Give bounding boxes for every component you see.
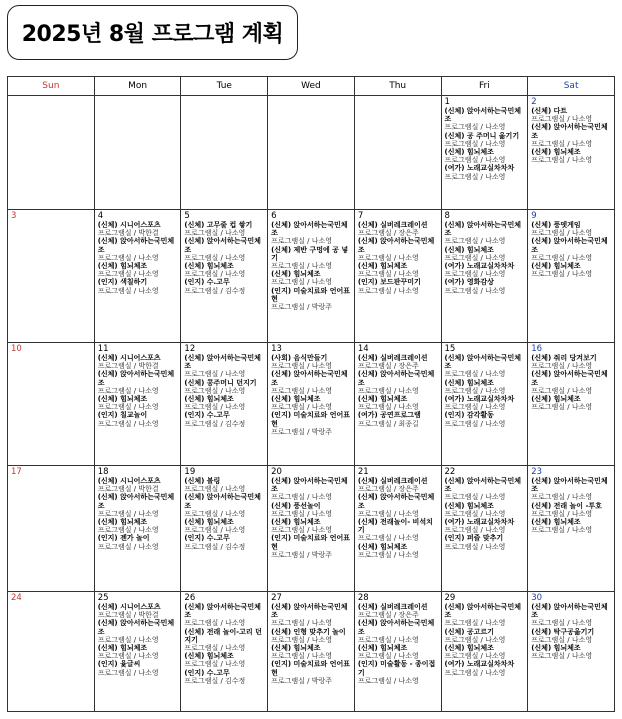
program-location: 프로그램실 / 나소영 (444, 172, 506, 181)
day-number: 28 (357, 593, 369, 603)
program-activity: (신체) 공 주머니 옮기기 (444, 131, 520, 140)
program-activity: (여가) 노래교실차차차 (444, 395, 515, 404)
program-location: 프로그램실 / 박한결 (97, 485, 159, 494)
program-location: 프로그램실 / 나소영 (97, 509, 159, 518)
program-activity: (신체) 전래 놀이 -투호 (531, 501, 602, 510)
day-cell (354, 466, 441, 592)
day-number: 16 (531, 344, 543, 354)
program-activity: (신체) 앉아서하는국민체조 (271, 370, 348, 387)
program-activity: (신체) 앉아서하는국민체조 (444, 477, 521, 494)
program-activity: (신체) 시니어스포츠 (97, 354, 161, 362)
program-activity: (인지) 미술치료와 언어표현 (271, 286, 351, 303)
day-cell (8, 466, 95, 592)
weekday-header-row (8, 77, 615, 96)
program-location: 프로그램실 / 나소영 (184, 509, 246, 518)
program-activity: (여가) 영화감상 (444, 278, 494, 287)
program-location: 프로그램실 / 나소영 (271, 386, 333, 395)
program-location: 프로그램실 / 나소영 (184, 370, 246, 379)
program-activity: (신체) 힘뇌체조 (184, 262, 234, 271)
program-activity: (신체) 앉아서하는국민체조 (444, 107, 521, 124)
program-activity: (신체) 앉아서하는국민체조 (184, 354, 261, 371)
program-location: 프로그램실 / 나소영 (97, 270, 159, 279)
program-location: 프로그램실 / 나소영 (357, 676, 419, 685)
program-location: 프로그램실 / 나소영 (184, 660, 246, 669)
day-number: 30 (531, 593, 543, 603)
program-location: 프로그램실 / 나소영 (444, 386, 506, 395)
program-location: 프로그램실 / 나소영 (97, 542, 159, 551)
day-number: 29 (444, 593, 456, 603)
program-location: 프로그램실 / 나소영 (444, 493, 506, 502)
program-location: 프로그램실 / 나소영 (444, 139, 506, 148)
program-activity: (신체) 앉아서하는국민체조 (444, 354, 521, 371)
program-location: 프로그램실 / 나소영 (444, 156, 506, 165)
program-location: 프로그램실 / 나소영 (444, 419, 506, 428)
program-location: 프로그램실 / 김수정 (184, 676, 246, 685)
program-location: 프로그램실 / 나소영 (184, 253, 246, 262)
weekday-wed: Wed (268, 77, 355, 96)
day-number: 4 (97, 211, 104, 221)
program-location: 프로그램실 / 최종길 (357, 419, 419, 428)
program-location: 프로그램실 / 나소영 (271, 619, 333, 628)
program-location: 프로그램실 / 나소영 (357, 270, 419, 279)
weekday-mon: Mon (94, 77, 181, 96)
program-location: 프로그램실 / 나소영 (97, 635, 159, 644)
day-cell (94, 343, 181, 466)
program-activity: (신체) 앉아서하는국민체조 (357, 237, 435, 254)
program-activity: (신체) 힘뇌체조 (444, 245, 494, 254)
day-cell (181, 343, 268, 466)
day-number: 15 (444, 344, 456, 354)
program-location: 프로그램실 / 나소영 (444, 652, 506, 661)
program-activity: (인지) 미술치료와 언어표현 (271, 411, 351, 428)
program-location: 프로그램실 / 나소영 (271, 278, 333, 287)
day-cell (528, 96, 615, 210)
program-activity: (인지) 보드판꾸미기 (357, 278, 421, 287)
day-number: 27 (271, 593, 282, 603)
program-activity: (신체) 힘뇌체조 (531, 644, 581, 653)
day-cell (181, 210, 268, 343)
program-activity: (신체) 앉아서하는국민체조 (444, 221, 521, 238)
day-number: 2 (531, 97, 537, 107)
program-activity: (신체) 힘뇌체조 (271, 395, 321, 404)
program-location: 프로그램실 / 나소영 (357, 286, 419, 295)
program-location: 프로그램실 / 장은주 (357, 611, 419, 620)
program-location: 프로그램실 / 나소영 (531, 253, 593, 262)
day-cell (354, 210, 441, 343)
week-row (8, 343, 615, 466)
program-activity: (신체) 전래 놀이-고리 던지기 (184, 627, 262, 644)
program-location: 프로그램실 / 나소영 (97, 419, 159, 428)
program-activity: (신체) 힘뇌체조 (357, 262, 408, 271)
program-location: 프로그램실 / 나소영 (97, 526, 159, 535)
day-number: 10 (11, 344, 22, 354)
program-location: 프로그램실 / 나소영 (444, 123, 506, 132)
program-location: 프로그램실 / 나소영 (357, 509, 419, 518)
program-activity: (신체) 힘뇌체조 (97, 644, 148, 653)
program-activity: (신체) 앉아서하는국민체조 (97, 619, 175, 636)
program-location: 프로그램실 / 김수정 (184, 542, 246, 551)
program-location: 프로그램실 / 나소영 (271, 403, 333, 412)
program-activity: (신체) 앉아서하는국민체조 (357, 619, 435, 636)
day-cell (441, 343, 528, 466)
program-activity: (여가) 노래교실차차차 (444, 164, 515, 173)
program-activity: (신체) 콩주머니 던지기 (184, 378, 257, 387)
program-location: 프로그램실 / 나소영 (531, 229, 593, 238)
program-activity: (인지) 미술치료와 언어표현 (271, 534, 351, 551)
program-activity: (신체) 실버레크레이션 (357, 354, 428, 362)
program-activity: (신체) 힘뇌체조 (357, 542, 408, 551)
program-activity: (신체) 풍선놀이 (271, 501, 321, 510)
program-activity: (신체) 힘뇌체조 (97, 262, 148, 271)
day-cell (268, 592, 355, 712)
program-location: 프로그램실 / 장은주 (357, 485, 419, 494)
program-location: 프로그램실 / 박랑주 (271, 303, 333, 312)
program-activity: (신체) 앉아서하는국민체조 (271, 221, 348, 238)
program-location: 프로그램실 / 나소영 (271, 493, 333, 502)
program-activity: (신체) 힘뇌체조 (271, 270, 321, 279)
program-location: 프로그램실 / 박랑주 (271, 676, 333, 685)
program-activity: (여가) 노래교실차차차 (444, 660, 515, 669)
program-activity: (인지) 칠교놀이 (97, 411, 148, 420)
day-cell (354, 343, 441, 466)
day-number: 23 (531, 467, 543, 477)
day-number: 21 (357, 467, 369, 477)
program-location: 프로그램실 / 나소영 (184, 644, 246, 653)
day-cell (181, 96, 268, 210)
day-cell (181, 466, 268, 592)
program-location: 프로그램실 / 나소영 (97, 652, 159, 661)
program-activity: (신체) 힘뇌체조 (357, 644, 408, 653)
day-cell (528, 466, 615, 592)
day-cell (268, 210, 355, 343)
day-cell (528, 592, 615, 712)
day-cell (268, 96, 355, 210)
program-activity: (신체) 실버레크레이션 (357, 477, 428, 485)
program-location: 프로그램실 / 나소영 (444, 619, 506, 628)
day-number: 6 (271, 211, 277, 221)
program-location: 프로그램실 / 나소영 (444, 370, 506, 379)
program-activity: (사회) 음식만들기 (271, 354, 328, 362)
day-cell (94, 466, 181, 592)
program-activity: (신체) 앉아서하는국민체조 (97, 493, 175, 510)
program-activity: (신체) 힘뇌체조 (531, 262, 581, 271)
week-row (8, 96, 615, 210)
program-location: 프로그램실 / 나소영 (184, 485, 246, 494)
program-activity: (신체) 줘리 당겨보기 (531, 354, 597, 362)
program-activity: (신체) 힘뇌체조 (184, 518, 234, 527)
weekday-sat: Sat (528, 77, 615, 96)
program-activity: (신체) 앉아서하는국민체조 (97, 370, 175, 387)
program-location: 프로그램실 / 나소영 (357, 635, 419, 644)
program-location: 프로그램실 / 박한결 (97, 362, 159, 371)
day-number: 20 (271, 467, 282, 477)
program-activity: (신체) 힘뇌체조 (271, 518, 321, 527)
day-number: 13 (271, 344, 282, 354)
day-number: 8 (444, 211, 450, 221)
day-cell (441, 96, 528, 210)
day-cell (8, 592, 95, 712)
program-location: 프로그램실 / 나소영 (184, 403, 246, 412)
program-activity: (신체) 고무줄 컵 쌓기 (184, 221, 253, 229)
day-cell (8, 210, 95, 343)
program-activity: (신체) 힘뇌체조 (184, 395, 234, 404)
day-cell (8, 96, 95, 210)
program-activity: (신체) 힘뇌체조 (97, 518, 148, 527)
program-activity: (신체) 탁구공옮기기 (531, 627, 595, 636)
program-activity: (신체) 힘뇌체조 (357, 395, 408, 404)
program-activity: (신체) 시니어스포츠 (97, 221, 161, 229)
program-location: 프로그램실 / 나소영 (444, 403, 506, 412)
program-activity: (신체) 앉아서하는국민체조 (531, 123, 608, 140)
program-location: 프로그램실 / 나소영 (531, 362, 593, 371)
program-activity: (신체) 앉아서하는국민체조 (184, 237, 261, 254)
day-cell (8, 343, 95, 466)
program-activity: (신체) 앉아서하는국민체조 (184, 493, 261, 510)
program-location: 프로그램실 / 김수정 (184, 286, 246, 295)
program-activity: (신체) 공고르기 (444, 627, 494, 636)
program-activity: (신체) 시니어스포츠 (97, 603, 161, 611)
program-activity: (신체) 힘뇌체조 (97, 395, 148, 404)
day-cell (94, 210, 181, 343)
program-location: 프로그램실 / 나소영 (531, 619, 593, 628)
program-activity: (신체) 앉아서하는국민체조 (444, 603, 521, 620)
weekday-thu: Thu (354, 77, 441, 96)
day-number: 12 (184, 344, 196, 354)
week-row (8, 210, 615, 343)
day-number: 7 (357, 211, 364, 221)
program-location: 프로그램실 / 김수정 (184, 419, 246, 428)
day-cell (94, 96, 181, 210)
program-activity: (신체) 힘뇌체조 (271, 644, 321, 653)
program-activity: (신체) 힘뇌체조 (444, 378, 494, 387)
program-activity: (신체) 앉아서하는국민체조 (271, 603, 348, 620)
program-location: 프로그램실 / 박한결 (97, 611, 159, 620)
weekday-tue: Tue (181, 77, 268, 96)
program-location: 프로그램실 / 나소영 (97, 386, 159, 395)
program-location: 프로그램실 / 나소영 (531, 635, 593, 644)
day-cell (441, 592, 528, 712)
program-location: 프로그램실 / 나소영 (184, 229, 246, 238)
day-cell (94, 592, 181, 712)
day-number: 14 (357, 344, 369, 354)
day-cell (354, 592, 441, 712)
program-location: 프로그램실 / 박한결 (97, 229, 159, 238)
day-cell (441, 210, 528, 343)
program-location: 프로그램실 / 나소영 (531, 403, 593, 412)
program-location: 프로그램실 / 나소영 (357, 403, 419, 412)
program-location: 프로그램실 / 나소영 (271, 635, 333, 644)
program-activity: (인지) 수.고무 (184, 534, 230, 543)
day-cell (268, 466, 355, 592)
program-activity: (인지) 감각활동 (444, 411, 494, 420)
program-location: 프로그램실 / 나소영 (531, 115, 593, 124)
program-activity: (인지) 퍼즐 맞추기 (444, 534, 504, 543)
program-location: 프로그램실 / 나소영 (531, 386, 593, 395)
week-row (8, 592, 615, 712)
program-activity: (신체) 힘뇌체조 (444, 644, 494, 653)
program-activity: (신체) 제반 구멍에 공 넣기 (271, 245, 349, 262)
day-cell (528, 343, 615, 466)
program-location: 프로그램실 / 나소영 (444, 526, 506, 535)
program-activity: (인지) 젠가 놀이 (97, 534, 150, 543)
program-location: 프로그램실 / 나소영 (444, 237, 506, 246)
program-activity: (인지) 미술치료와 언어표현 (271, 660, 351, 677)
program-location: 프로그램실 / 나소영 (357, 534, 419, 543)
program-location: 프로그램실 / 나소영 (357, 550, 419, 559)
program-location: 프로그램실 / 나소영 (531, 270, 593, 279)
program-location: 프로그램실 / 나소영 (531, 493, 593, 502)
program-location: 프로그램실 / 나소영 (444, 635, 506, 644)
weekday-sun: Sun (8, 77, 95, 96)
program-location: 프로그램실 / 나소영 (271, 652, 333, 661)
program-location: 프로그램실 / 나소영 (97, 668, 159, 677)
program-activity: (신체) 앉아서하는국민체조 (97, 237, 175, 254)
day-number: 26 (184, 593, 196, 603)
program-location: 프로그램실 / 나소영 (271, 509, 333, 518)
day-number: 1 (444, 97, 450, 107)
program-activity: (신체) 힘뇌체조 (444, 148, 494, 157)
day-cell (354, 96, 441, 210)
program-activity: (신체) 힘뇌체조 (184, 652, 234, 661)
program-location: 프로그램실 / 나소영 (444, 668, 506, 677)
program-location: 프로그램실 / 나소영 (97, 286, 159, 295)
program-activity: (신체) 인형 맞추기 놀이 (271, 627, 346, 636)
program-activity: (신체) 힘뇌체조 (531, 148, 581, 157)
program-activity: (여가) 노래교실차차차 (444, 518, 515, 527)
day-number: 3 (11, 211, 17, 221)
day-cell (181, 592, 268, 712)
page-title: 2025년 8월 프로그램 계획 (7, 5, 298, 60)
program-activity: (신체) 볼링 (184, 477, 221, 485)
program-activity: (여가) 공연프로그램 (357, 411, 421, 420)
program-activity: (신체) 앉아서하는국민체조 (271, 477, 348, 494)
day-number: 24 (11, 593, 22, 603)
day-cell (528, 210, 615, 343)
program-activity: (신체) 실버레크레이션 (357, 603, 428, 611)
program-location: 프로그램실 / 나소영 (97, 403, 159, 412)
program-location: 프로그램실 / 나소영 (531, 526, 593, 535)
program-location: 프로그램실 / 박랑주 (271, 427, 333, 436)
program-location: 프로그램실 / 나소영 (444, 270, 506, 279)
program-activity: (신체) 앉아서하는국민체조 (531, 237, 608, 254)
program-activity: (신체) 앉아서하는국민체조 (531, 370, 608, 387)
day-number: 22 (444, 467, 456, 477)
week-row (8, 466, 615, 592)
day-number: 18 (97, 467, 109, 477)
program-location: 프로그램실 / 나소영 (184, 270, 246, 279)
program-activity: (신체) 다트 (531, 107, 568, 115)
program-location: 프로그램실 / 나소영 (531, 139, 593, 148)
program-activity: (인지) 미술활동 - 종이접기 (357, 660, 436, 677)
program-location: 프로그램실 / 나소영 (531, 509, 593, 518)
program-location: 프로그램실 / 나소영 (184, 526, 246, 535)
program-activity: (인지) 수.고무 (184, 411, 230, 420)
day-cell (268, 343, 355, 466)
program-activity: (인지) 수.고무 (184, 278, 230, 287)
program-activity: (신체) 힘뇌체조 (444, 501, 494, 510)
program-location: 프로그램실 / 나소영 (444, 286, 506, 295)
day-number: 9 (531, 211, 537, 221)
program-activity: (여가) 노래교실차차차 (444, 262, 515, 271)
program-activity: (신체) 실버레크레이션 (357, 221, 428, 229)
program-activity: (신체) 전래놀이- 비석치기 (357, 518, 433, 535)
program-location: 프로그램실 / 나소영 (184, 619, 246, 628)
program-activity: (인지) 윷글씨 (97, 660, 141, 669)
program-location: 프로그램실 / 나소영 (444, 542, 506, 551)
program-location: 프로그램실 / 나소영 (444, 509, 506, 518)
program-activity: (신체) 앉아서하는국민체조 (531, 477, 608, 494)
program-location: 프로그램실 / 나소영 (271, 262, 333, 271)
day-number: 19 (184, 467, 196, 477)
program-activity: (신체) 힘뇌체조 (531, 518, 581, 527)
program-location: 프로그램실 / 박랑주 (271, 550, 333, 559)
program-location: 프로그램실 / 장은주 (357, 229, 419, 238)
program-location: 프로그램실 / 나소영 (271, 526, 333, 535)
program-location: 프로그램실 / 나소영 (184, 386, 246, 395)
calendar-table (7, 76, 615, 712)
program-activity: (신체) 앉아서하는국민체조 (357, 493, 435, 510)
program-activity: (인지) 수.고무 (184, 668, 230, 677)
program-location: 프로그램실 / 나소영 (97, 253, 159, 262)
weekday-fri: Fri (441, 77, 528, 96)
program-location: 프로그램실 / 나소영 (271, 362, 333, 371)
program-location: 프로그램실 / 나소영 (357, 386, 419, 395)
program-location: 프로그램실 / 장은주 (357, 362, 419, 371)
program-location: 프로그램실 / 나소영 (357, 652, 419, 661)
program-activity: (신체) 앉아서하는국민체조 (531, 603, 608, 620)
program-location: 프로그램실 / 나소영 (271, 237, 333, 246)
program-location: 프로그램실 / 나소영 (357, 253, 419, 262)
program-activity: (인지) 색칠하기 (97, 278, 148, 287)
program-location: 프로그램실 / 나소영 (444, 253, 506, 262)
day-number: 5 (184, 211, 190, 221)
program-activity: (신체) 시니어스포츠 (97, 477, 161, 485)
program-location: 프로그램실 / 나소영 (531, 652, 593, 661)
program-activity: (신체) 힘뇌체조 (531, 395, 581, 404)
program-location: 프로그램실 / 나소영 (531, 156, 593, 165)
day-number: 17 (11, 467, 22, 477)
day-number: 11 (97, 344, 109, 354)
day-cell (441, 466, 528, 592)
program-activity: (신체) 앉아서하는국민체조 (357, 370, 435, 387)
day-number: 25 (97, 593, 109, 603)
program-activity: (신체) 풍뎃게임 (531, 221, 581, 229)
program-activity: (신체) 앉아서하는국민체조 (184, 603, 261, 620)
